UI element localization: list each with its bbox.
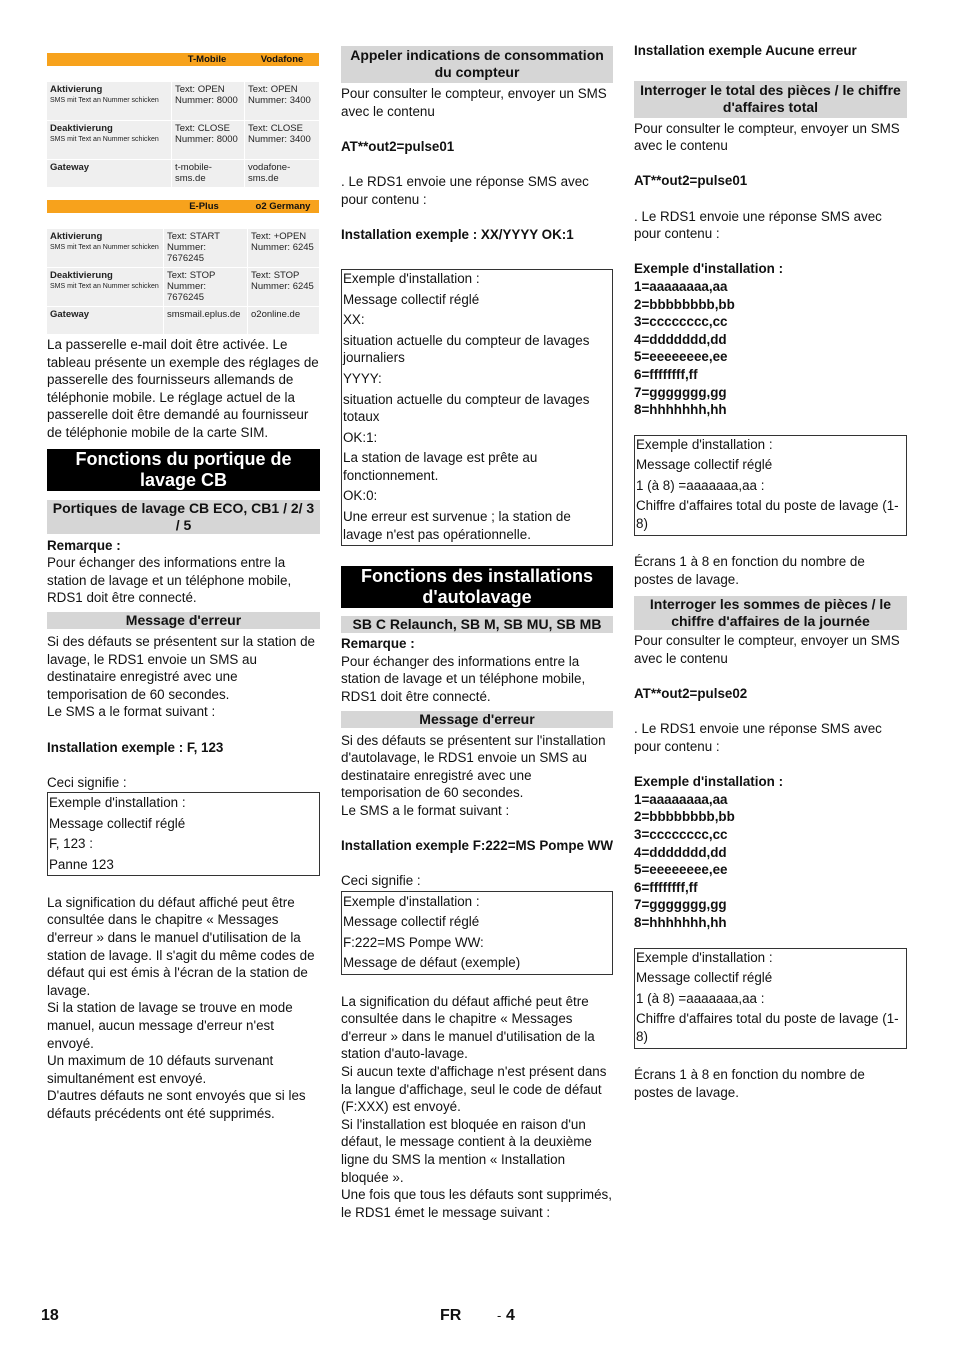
subsection-title: SB C Relaunch, SB M, SB MU, SB MB: [341, 616, 613, 633]
error-title: Message d'erreur: [341, 711, 613, 728]
row-label: Aktivierung: [50, 84, 103, 95]
cell-line: o2online.de: [251, 309, 301, 320]
box-line: Exemple d'installation :: [49, 795, 186, 811]
value-line: 2=bbbbbbbb,bb: [634, 809, 735, 825]
table-row: [47, 268, 319, 306]
box-line: OK:1:: [343, 429, 378, 445]
provider-table-1: [47, 53, 319, 187]
value-line: 3=cccccccc,cc: [634, 826, 728, 842]
row-label: Gateway: [50, 162, 90, 173]
cell-line: Nummer: 3400: [248, 134, 311, 145]
row-label: Gateway: [50, 309, 90, 320]
cell-line: sms.de: [175, 173, 206, 184]
paragraph: Écrans 1 à 8 en fonction du nombre de postes de lavage.: [634, 554, 865, 587]
value-line: 8=hhhhhhh,hh: [634, 914, 727, 930]
box-line: 1 (à 8) =aaaaaaa,aa :: [636, 990, 765, 1006]
example-box: [341, 891, 613, 975]
box-line: Chiffre d'affaires total du poste de lavage (1-8): [636, 498, 899, 532]
paragraph: . Le RDS1 envoie une réponse SMS avec pour contenu :: [634, 208, 882, 242]
subsection-title: Interroger le total des pièces / le chiffre d'affaires total: [634, 81, 907, 118]
section-number: 4: [506, 1307, 515, 1324]
value-line: 5=eeeeeeee,ee: [634, 862, 728, 878]
header-cell: T-Mobile: [187, 54, 227, 65]
value-line: 2=bbbbbbbb,bb: [634, 296, 735, 312]
box-line: situation actuelle du compteur de lavages totaux: [343, 391, 590, 425]
box-line: 1 (à 8) =aaaaaaa,aa :: [636, 477, 765, 493]
column-1: [47, 336, 320, 1123]
table-row: [47, 229, 319, 267]
value-line: 7=ggggggg,gg: [634, 384, 727, 400]
subsection-title: Appeler indications de consommation du compteur: [341, 46, 613, 83]
page-number: 18: [41, 1307, 59, 1324]
column-3: [634, 42, 907, 1101]
box-line: Message collectif réglé: [636, 457, 773, 473]
cell-line: Nummer: 8000: [175, 134, 238, 145]
paragraph: Pour consulter le compteur, envoyer un SMS avec le contenu: [341, 86, 607, 119]
cell-line: Text: STOP: [167, 270, 216, 281]
cell-line: Text: CLOSE: [175, 123, 230, 134]
value-line: 6=ffffffff,ff: [634, 879, 698, 895]
row-sublabel: SMS mit Text an Nummer schicken: [50, 136, 159, 143]
subsection-title: Interroger les sommes de pièces / le chiffre d'affaires de la journée: [634, 596, 907, 630]
remark-label: Remarque :: [341, 636, 415, 652]
header-cell: o2 Germany: [255, 201, 311, 212]
footer-dash: -: [497, 1308, 502, 1323]
cell-line: Text: +OPEN: [251, 231, 307, 242]
row-label: Deaktivierung: [50, 270, 113, 281]
paragraph: . Le RDS1 envoie une réponse SMS avec pour contenu :: [341, 173, 589, 207]
meaning-text: Ceci signifie :: [341, 873, 421, 889]
cell-line: Nummer: 8000: [175, 95, 238, 106]
paragraph: Écrans 1 à 8 en fonction du nombre de postes de lavage.: [634, 1067, 865, 1100]
paragraph: D'autres défauts ne sont envoyés que si les défauts précédents ont été supprimés.: [47, 1088, 306, 1121]
value-line: 6=ffffffff,ff: [634, 366, 698, 382]
cell-line: t-mobile-: [175, 162, 212, 173]
cell-line: sms.de: [248, 173, 279, 184]
cell-line: vodafone-: [248, 162, 291, 173]
row-sublabel: SMS mit Text an Nummer schicken: [50, 244, 159, 251]
error-title: Message d'erreur: [47, 612, 320, 629]
value-line: 1=aaaaaaaa,aa: [634, 791, 728, 807]
value-line: 3=cccccccc,cc: [634, 314, 728, 330]
cell-line: Text: START: [167, 231, 220, 242]
cell-line: Text: STOP: [251, 270, 300, 281]
paragraph: . Le RDS1 envoie une réponse SMS avec pour contenu :: [634, 721, 882, 754]
table-row: [47, 307, 319, 334]
subsection-title: Portiques de lavage CB ECO, CB1 / 2/ 3 / 5: [47, 500, 320, 534]
section-title: Fonctions des installations d'autolavage: [341, 566, 613, 608]
table-row: [47, 121, 319, 159]
box-line: F:222=MS Pompe WW:: [343, 934, 484, 950]
paragraph: Si aucun texte d'affichage n'est présent dans la langue d'affichage, seul le code de défaut (F:XXX) est envoyé.: [341, 1063, 607, 1115]
command-line: AT**out2=pulse01: [341, 138, 455, 154]
box-line: Message collectif réglé: [636, 970, 773, 986]
table-row: [47, 160, 319, 187]
box-line: La station de lavage est prête au fonctionnement.: [343, 450, 538, 483]
example-box: [341, 269, 613, 546]
example-label: Exemple d'installation :: [634, 261, 784, 277]
value-line: 8=hhhhhhh,hh: [634, 402, 727, 418]
box-line: Message collectif réglé: [343, 291, 480, 307]
box-line: Message de défaut (exemple): [343, 955, 521, 971]
box-line: Message collectif réglé: [49, 815, 186, 831]
intro-paragraph: La passerelle e-mail doit être activée. Le tableau présente un exemple des réglages de passerelle des fournisseurs allemands de téléphonie mobile. Le réglage actuel de la passerelle doit être demandé au fournisseur de téléphonie mobile de la carte SIM.: [47, 337, 319, 440]
box-line: Exemple d'installation :: [636, 436, 773, 452]
format-text: Le SMS a le format suivant :: [341, 803, 510, 818]
remark-text: Pour échanger des informations entre la station de lavage et un téléphone mobile, RDS1 doit être connecté.: [47, 555, 292, 606]
cell-line: Text: OPEN: [175, 84, 225, 95]
cell-line: Nummer: 3400: [248, 95, 311, 106]
command-line: AT**out2=pulse01: [634, 173, 748, 189]
box-line: XX:: [343, 312, 365, 328]
cell-line: Text: OPEN: [248, 84, 298, 95]
row-sublabel: SMS mit Text an Nummer schicken: [50, 283, 159, 290]
error-text: Si des défauts se présentent sur la station de lavage, le RDS1 envoie un SMS au destinataire enregistré avec une temporisation de 60 secondes.: [47, 633, 315, 702]
box-line: Exemple d'installation :: [636, 949, 773, 965]
example-line: Installation exemple : F, 123: [47, 739, 224, 755]
paragraph: La signification du défaut affiché peut être consultée dans le chapitre « Messages d'erreur » dans le manuel d'utilisation de la station de lavage. Il s'agit du même codes de défaut qui est émis à l'écran de la station de lavage.: [47, 894, 315, 998]
cell-line: Text: CLOSE: [248, 123, 303, 134]
value-line: 4=ddddddd,dd: [634, 331, 727, 347]
paragraph: Pour consulter le compteur, envoyer un SMS avec le contenu: [634, 120, 900, 154]
box-line: Chiffre d'affaires total du poste de lavage (1-8): [636, 1011, 899, 1044]
box-line: Message collectif réglé: [343, 914, 480, 930]
row-label: Deaktivierung: [50, 123, 113, 134]
cell-line: Nummer: 6245: [251, 281, 314, 292]
paragraph: Si la station de lavage se trouve en mode manuel, aucun message d'erreur n'est envoyé.: [47, 1000, 293, 1051]
value-line: 5=eeeeeeee,ee: [634, 349, 728, 365]
cell-line: Nummer: 7676245: [167, 242, 207, 264]
format-text: Le SMS a le format suivant :: [47, 704, 216, 720]
error-text: Si des défauts se présentent sur l'installation d'autolavage, le RDS1 envoie un SMS au destinataire enregistré avec une temporisation de 60 secondes.: [341, 732, 606, 801]
example-label: Exemple d'installation :: [634, 774, 784, 790]
remark-label: Remarque :: [47, 537, 121, 553]
cell-line: Nummer: 6245: [251, 242, 314, 253]
provider-table-2: [47, 200, 319, 334]
column-2: [341, 46, 613, 1221]
box-line: Exemple d'installation :: [343, 893, 480, 909]
example-box: [47, 792, 320, 876]
example-box: [634, 948, 907, 1049]
box-line: OK:0:: [343, 488, 378, 504]
box-line: Exemple d'installation :: [343, 270, 480, 286]
value-line: 1=aaaaaaaa,aa: [634, 278, 728, 294]
example-line: Installation exemple Aucune erreur: [634, 43, 857, 58]
paragraph: Un maximum de 10 défauts survenant simultanément est envoyé.: [47, 1053, 274, 1086]
box-line: F, 123 :: [49, 836, 93, 852]
box-line: Une erreur est survenue ; la station de lavage n'est pas opérationnelle.: [343, 509, 571, 542]
box-line: situation actuelle du compteur de lavages journaliers: [343, 332, 590, 366]
value-line: 4=ddddddd,dd: [634, 844, 727, 860]
cell-line: smsmail.eplus.de: [167, 309, 241, 320]
section-title: Fonctions du portique de lavage CB: [47, 449, 320, 491]
box-line: Panne 123: [49, 856, 114, 872]
paragraph: La signification du défaut affiché peut être consultée dans le chapitre « Messages d'erreur » dans le manuel d'utilisation de la station d'auto-lavage.: [341, 993, 595, 1062]
box-line: YYYY:: [343, 370, 382, 386]
table-row: [47, 82, 319, 120]
meaning-text: Ceci signifie :: [47, 774, 127, 790]
language-code: FR: [440, 1307, 462, 1324]
cell-line: Nummer: 7676245: [167, 281, 207, 303]
example-box: [634, 435, 907, 536]
paragraph: Si l'installation est bloquée en raison d'un défaut, le message contient à la deuxième ligne du SMS la mention « Installation bloquée ».: [341, 1116, 592, 1185]
row-label: Aktivierung: [50, 231, 103, 242]
command-line: AT**out2=pulse02: [634, 686, 748, 702]
example-line: Installation exemple F:222=MS Pompe WW: [341, 838, 613, 854]
header-cell: E-Plus: [189, 201, 219, 212]
paragraph: Pour consulter le compteur, envoyer un SMS avec le contenu: [634, 633, 900, 667]
value-line: 7=ggggggg,gg: [634, 897, 727, 913]
row-sublabel: SMS mit Text an Nummer schicken: [50, 97, 159, 104]
paragraph: Une fois que tous les défauts sont supprimés, le RDS1 émet le message suivant :: [341, 1187, 612, 1220]
header-cell: Vodafone: [260, 54, 304, 65]
remark-text: Pour échanger des informations entre la station de lavage et un téléphone mobile, RDS1 doit être connecté.: [341, 653, 586, 705]
example-line: Installation exemple : XX/YYYY OK:1: [341, 226, 574, 242]
